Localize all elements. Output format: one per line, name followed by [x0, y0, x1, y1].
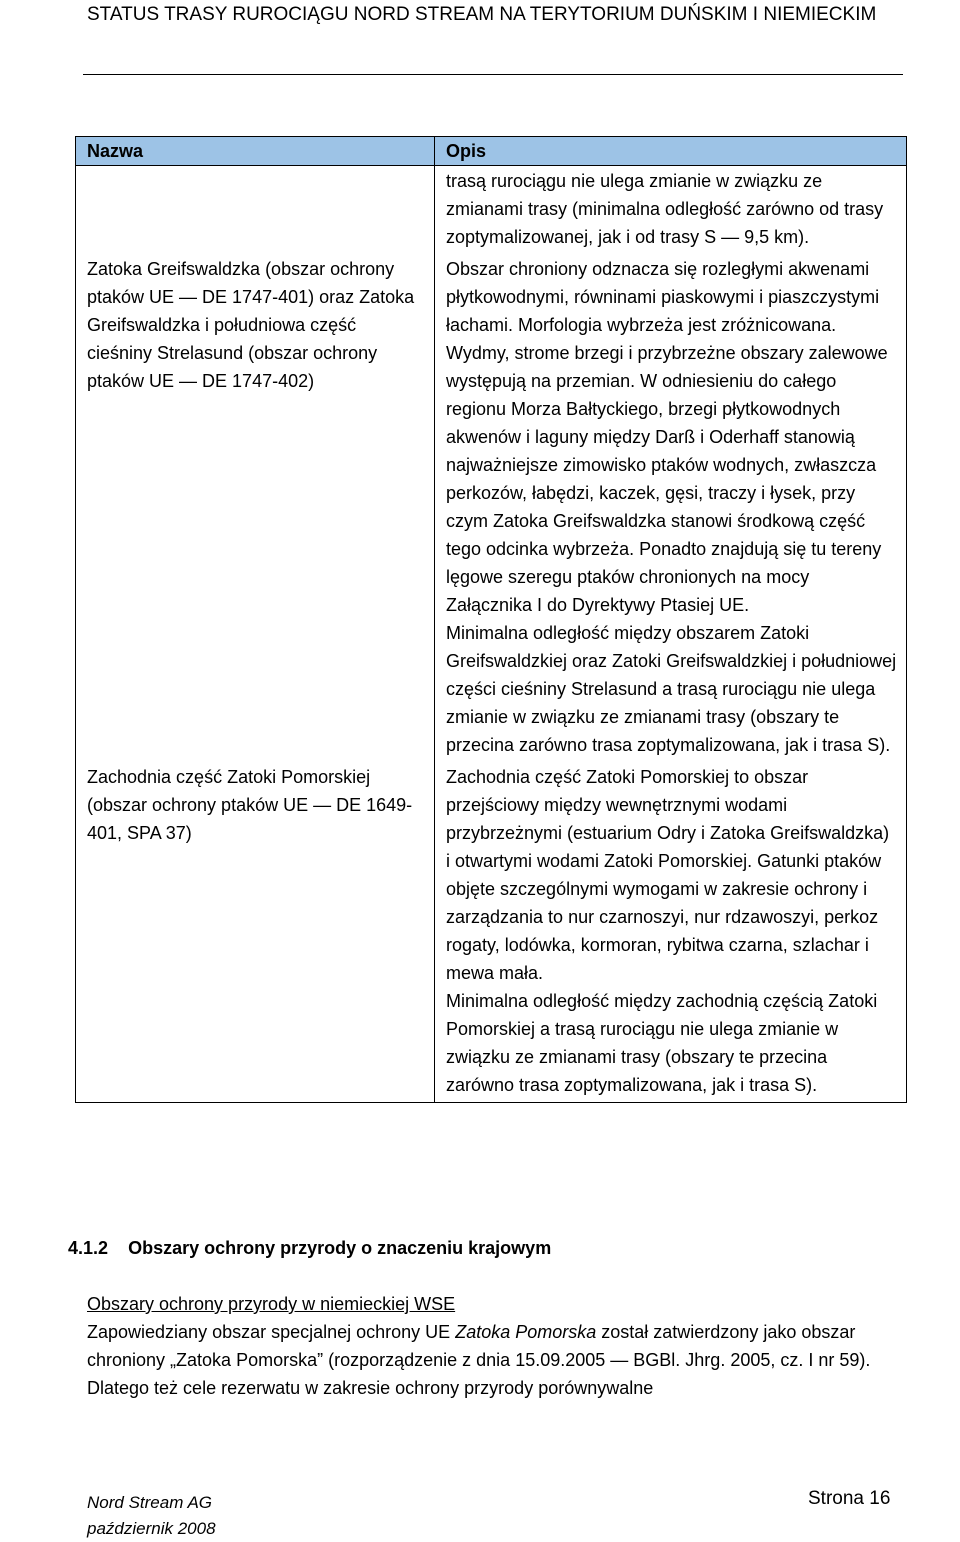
footer-company: Nord Stream AG [87, 1493, 213, 1512]
section-number: 4.1.2 [68, 1238, 109, 1258]
body-text-before: Zapowiedziany obszar specjalnej ochrony UE [87, 1322, 456, 1342]
row-2-description-p1: Zachodnia część Zatoki Pomorskiej to obszar przejściowy między wewnętrznymi wodami przybrzeżnymi (estuarium Odry i Zatoka Greifswaldzka) i otwartymi wodami Zatoki Pomorskiej. Gatunki ptaków objęte szczególnymi wymogami w zakresie ochrony i zarządzania to nur czarnoszyi, nur rdzawoszyi, perkoz rogaty, lodówka, kormoran, rybitwa czarna, szlachar i mewa mała. [446, 767, 890, 983]
row-1-description-p2: Minimalna odległość między obszarem Zatoki Greifswaldzkiej oraz Zatoki Greifswaldzkiej i południowej części cieśniny Strelasund a trasą rurociągu nie ulega zmianie w związku ze zmianami trasy (obszary te przecina zarówno trasa zoptymalizowana, jak i trasa S). [446, 623, 897, 755]
table-cell-description [435, 254, 907, 762]
body-text-after: został zatwierdzony jako obszar chroniony „Zatoka Pomorska” (rozporządzenie z dnia 15.09.2005 — BGBl. Jhrg. 2005, cz. I nr 59). Dlatego też cele rezerwatu w zakresie ochrony przyrody porównywalne [87, 1322, 871, 1398]
column-header-description: Opis [435, 137, 907, 166]
row-0-name [87, 166, 426, 170]
table-row [76, 254, 907, 762]
table-header-row [76, 137, 907, 166]
row-2-description-p2: Minimalna odległość między zachodnią częścią Zatoki Pomorskiej a trasą rurociągu nie ulega zmianie w związku ze zmianami trasy (obszary te przecina zarówno trasa zoptymalizowana, jak i trasa S). [446, 991, 878, 1095]
column-header-name: Nazwa [76, 137, 435, 166]
document-header-title: STATUS TRASY RUROCIĄGU NORD STREAM NA TERYTORIUM DUŃSKIM I NIEMIECKIM [87, 4, 877, 25]
header-divider [83, 74, 903, 75]
row-1-name: Zatoka Greifswaldzka (obszar ochrony ptaków UE — DE 1747-401) oraz Zatoka Greifswaldzka i południowa część cieśniny Strelasund (obszar ochrony ptaków UE — DE 1747-402) [87, 259, 415, 391]
table-cell-name [76, 762, 435, 1103]
subheading: Obszary ochrony przyrody w niemieckiej WSE [87, 1294, 456, 1314]
table-cell-description [435, 166, 907, 255]
table-row [76, 762, 907, 1103]
table-cell-name [76, 166, 435, 255]
section-title: Obszary ochrony przyrody o znaczeniu krajowym [128, 1238, 552, 1258]
row-1-description-p1: Obszar chroniony odznacza się rozległymi akwenami płytkowodnymi, równinami piaskowymi i piaszczystymi łachami. Morfologia wybrzeża jest zróżnicowana. Wydmy, strome brzegi i przybrzeżne obszary zalewowe występują na przemian. W odniesieniu do całego regionu Morza Bałtyckiego, brzegi płytkowodnych akwenów i laguny między Darß i Oderhaff stanowią najważniejsze zimowisko ptaków wodnych, zwłaszcza perkozów, łabędzi, kaczek, gęsi, traczy i łysek, przy czym Zatoka Greifswaldzka stanowi środkową część tego odcinka wybrzeża. Ponadto znajdują się tu tereny lęgowe szeregu ptaków chronionych na mocy Załącznika I do Dyrektywy Ptasiej UE. [446, 259, 888, 615]
footer-left [87, 1490, 216, 1542]
table-cell-description [435, 762, 907, 1103]
footer-date: październik 2008 [87, 1519, 216, 1538]
protected-areas-table [75, 136, 907, 1103]
row-0-description: trasą rurociągu nie ulega zmianie w związku ze zmianami trasy (minimalna odległość zarówno od trasy zoptymalizowanej, jak i od trasy S — 9,5 km). [446, 171, 884, 247]
body-paragraph [87, 1318, 897, 1402]
table-row [76, 166, 907, 255]
section-heading [68, 1238, 551, 1259]
body-text-italic: Zatoka Pomorska [455, 1322, 597, 1342]
table-cell-name [76, 254, 435, 762]
body-text [87, 1290, 897, 1402]
row-2-name: Zachodnia część Zatoki Pomorskiej (obszar ochrony ptaków UE — DE 1649-401, SPA 37) [87, 767, 413, 843]
footer-page-number: Strona 16 [808, 1488, 891, 1509]
